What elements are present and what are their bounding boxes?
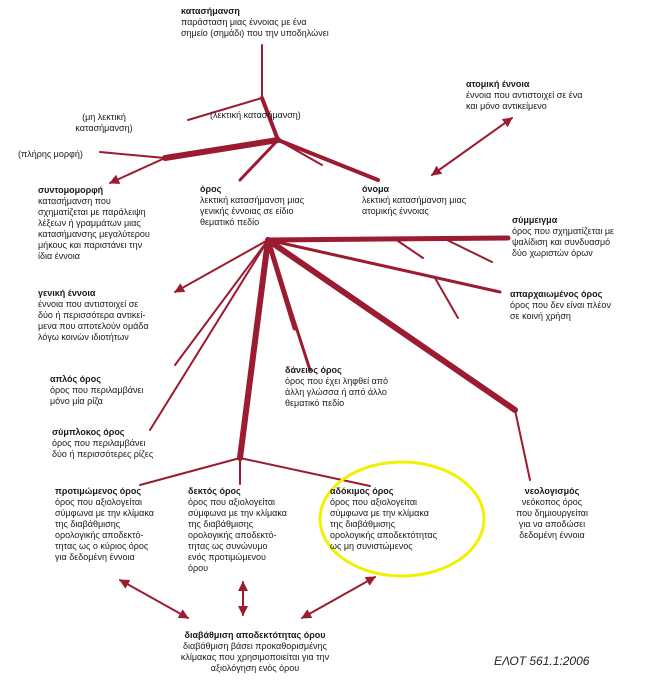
daneios-desc-1: όρος που έχει ληφθεί από (285, 376, 389, 386)
symmeigma-desc-1: όρος που σχηματίζεται με (512, 226, 615, 236)
aparchaiomenos-desc-1: όρος που δεν είναι πλέον (510, 300, 611, 310)
branch-aparchaiomenos (435, 278, 458, 318)
atomiki-desc-1: έννοια που αντιστοιχεί σε ένα (466, 90, 583, 100)
arrow-syntomomorfi (110, 158, 165, 183)
arrow-protimomenos-diavathmisi (120, 580, 188, 618)
arrow-onoma-atomiki (432, 118, 512, 175)
dektos-desc-5: τητας ως συνώνυμο (188, 541, 268, 551)
syntomomorfi-desc-6: ίδια έννοια (38, 251, 80, 261)
geniki-desc-3: μενα που αποτελούν ομάδα (38, 321, 149, 331)
symmeigma-title: σύμμειγμα (512, 215, 558, 225)
atomiki-title: ατομική έννοια (466, 79, 530, 89)
geniki-desc-4: λόγω κοινών ιδιοτήτων (38, 332, 129, 342)
symmeigma-desc-3: δύο χωριστών όρων (512, 248, 593, 258)
syntomomorfi-desc-3: λέξεων ή γραμμάτων μιας (38, 218, 141, 228)
aplos-desc-1: όρος που περιλαμβάνει (50, 385, 144, 395)
dektos-desc-7: όρου (188, 563, 209, 573)
oros-desc-2: γενικής έννοιας σε είδιο (200, 206, 294, 216)
adokimos-desc-4: ορολογικής αποδεκτότητας (330, 530, 437, 540)
line-to-onoma (278, 140, 378, 180)
daneios-title: δάνειος όρος (285, 365, 342, 375)
aplos-title: απλός όρος (50, 374, 101, 384)
node-symplokos (52, 427, 153, 460)
syntomomorfi-title: συντομομορφή (38, 185, 104, 195)
katasimansi-title: κατασήμανση (181, 6, 240, 16)
neologismos-desc-4: δεδομένη έννοια (519, 530, 585, 540)
diavathmisi-desc-1: διαβάθμιση βάσει προκαθορισμένης (183, 641, 327, 651)
atomiki-desc-2: και μόνο αντικείμενο (466, 101, 547, 111)
oros-title: όρος (200, 184, 222, 194)
neologismos-desc-2: που δημιουργείται (516, 508, 588, 518)
aplos-desc-2: μόνο μία ρίζα (50, 396, 103, 406)
neologismos-title: νεολογισμός (524, 486, 580, 496)
label-pliris: (πλήρης μορφή) (18, 149, 83, 159)
node-adokimos (330, 486, 437, 552)
neologismos-desc-3: για να αποδώσει (518, 519, 586, 529)
node-syntomomorfi (38, 185, 150, 262)
diavathmisi-desc-2: κλίμακας που χρησιμοποιείται για την (180, 652, 330, 662)
dektos-desc-6: ενός προτιμώμενου (188, 552, 266, 562)
node-symmeigma (512, 215, 614, 259)
protimomenos-desc-4: ορολογικής αποδεκτό- (55, 530, 144, 540)
node-geniki (38, 288, 149, 343)
mi-lektiki-line-2: κατασήμανση) (75, 123, 133, 133)
label-mi-lektiki (64, 112, 144, 134)
syntomomorfi-desc-5: μήκους και παριστάνει την (38, 240, 143, 250)
syntomomorfi-desc-4: κατασήμανσης μεγαλύτερου (38, 229, 150, 239)
geniki-desc-2: δύο ή περισσότερα αντικεί- (38, 310, 146, 320)
arrow-geniki (175, 240, 268, 292)
daneios-desc-2: άλλη γλώσσα ή από άλλο (285, 387, 387, 397)
branch-symmeigma-1 (445, 239, 492, 262)
node-aplos (50, 374, 143, 407)
adokimos-desc-5: ως μη συνιστώμενος (330, 541, 413, 551)
dektos-desc-1: όρος που αξιολογείται (188, 497, 276, 507)
mi-lektiki-line-1: (μη λεκτική (82, 112, 126, 122)
line-to-protimomenos (140, 458, 240, 485)
dektos-desc-3: της διαβάθμισης (188, 519, 254, 529)
adokimos-title: αδόκιμος όρος (330, 486, 394, 496)
symplokos-desc-2: δύο ή περισσότερες ρίζες (52, 449, 154, 459)
line-to-pliris (100, 152, 165, 158)
arrow-adokimos-diavathmisi (302, 577, 375, 618)
geniki-title: γενική έννοια (38, 288, 96, 298)
diavathmisi-desc-3: αξιολόγηση ενός όρου (210, 663, 300, 673)
adokimos-desc-3: της διαβάθμισης (330, 519, 396, 529)
dektos-desc-2: σύμφωνα με την κλίμακα (188, 508, 287, 518)
diavathmisi-title: διαβάθμιση αποδεκτότητας όρου (184, 630, 326, 640)
oros-desc-1: λεκτική κατασήμανση μιας (200, 195, 305, 205)
line-trunk-main (165, 140, 278, 158)
symmeigma-desc-2: ψαλίδιση και συνδυασμό (512, 237, 611, 247)
symplokos-desc-1: όρος που περιλαμβάνει (52, 438, 146, 448)
aparchaiomenos-title: απαρχαιωμένος όρος (510, 289, 603, 299)
label-lektiki: (λεκτική κατασήμανση) (210, 110, 301, 120)
node-katasimansi (181, 6, 329, 39)
node-diavathmisi (160, 630, 350, 674)
source-reference: ΕΛΟΤ 561.1:2006 (494, 654, 590, 668)
protimomenos-desc-2: σύμφωνα με την κλίμακα (55, 508, 154, 518)
adokimos-desc-2: σύμφωνα με την κλίμακα (330, 508, 429, 518)
node-protimomenos (55, 486, 154, 563)
protimomenos-desc-1: όρος που αξιολογείται (55, 497, 143, 507)
line-oros-dangle (278, 140, 322, 165)
katasimansi-desc-1: παράσταση μιας έννοιας με ένα (181, 17, 307, 27)
hub-to-symmeigma (268, 238, 508, 240)
katasimansi-desc-2: σημείο (σημάδι) που την υποδηλώνει (181, 28, 329, 38)
branch-neologismos (515, 410, 530, 480)
adokimos-desc-1: όρος που αξιολογείται (330, 497, 418, 507)
node-oros (200, 184, 304, 228)
syntomomorfi-desc-1: κατασήμανση που (38, 196, 111, 206)
dektos-desc-4: ορολογικής αποδεκτό- (188, 530, 277, 540)
node-onoma (362, 184, 466, 217)
hub-to-symplokos (150, 240, 268, 430)
aparchaiomenos-desc-2: σε κοινή χρήση (510, 311, 571, 321)
geniki-desc-1: έννοια που αντιστοιχεί σε (38, 299, 139, 309)
node-dektos (188, 486, 287, 574)
node-daneios (285, 365, 388, 409)
syntomomorfi-desc-2: σχηματίζεται με παράλειψη (38, 207, 146, 217)
protimomenos-desc-5: τητας ως ο κύριος όρος (55, 541, 149, 551)
dektos-title: δεκτός όρος (188, 486, 241, 496)
branch-symmeigma-2 (395, 239, 423, 258)
node-aparchaiomenos (510, 289, 611, 322)
protimomenos-desc-6: για δεδομένη έννοια (55, 552, 135, 562)
line-to-adokimos (240, 458, 370, 486)
protimomenos-title: προτιμώμενος όρος (55, 486, 142, 496)
daneios-desc-3: θεματικό πεδίο (285, 398, 345, 408)
node-neologismos (498, 486, 606, 541)
node-atomiki (466, 79, 583, 112)
protimomenos-desc-3: της διαβάθμισης (55, 519, 121, 529)
symplokos-title: σύμπλοκος όρος (52, 427, 125, 437)
onoma-desc-1: λεκτική κατασήμανση μιας (362, 195, 467, 205)
onoma-desc-2: ατομικής έννοιας (362, 206, 429, 216)
oros-desc-3: θεματικό πεδίο (200, 217, 260, 227)
neologismos-desc-1: νεόκοπος όρος (521, 497, 583, 507)
onoma-title: όνομα (362, 184, 390, 194)
